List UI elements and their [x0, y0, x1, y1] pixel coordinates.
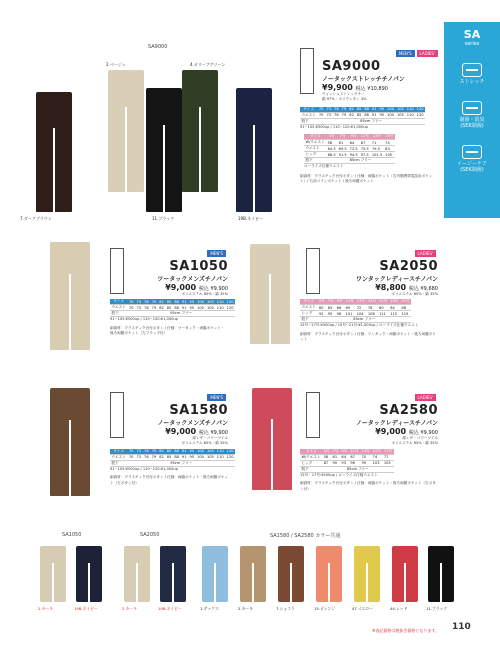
- sa9000-tax: 税込 ¥10,890: [355, 86, 388, 92]
- sa9000-photo-header: SA9000: [148, 44, 168, 50]
- pants-beige: [108, 70, 144, 192]
- color-swatch: [392, 546, 418, 602]
- color-swatch: [278, 546, 304, 602]
- sa9000-ladies-note: ローライズ仕様ウエスト: [304, 164, 344, 169]
- sa2050-size-table: サイズ 5号 7号 9号 11号 13号 15号 17号 19号 21号 ウエスト 60 63 66 69 72 76 80 84 88 ヒップ 92 95 98 101 104 108 111 115 119 股下 85cm フリー: [301, 299, 410, 322]
- colors-header-sa2050: SA2050: [140, 532, 160, 538]
- sa2050-code: SA2050: [379, 259, 438, 274]
- sa2580-price: ¥9,000: [375, 427, 407, 436]
- series-tab: [444, 22, 500, 218]
- color-swatch-label: 11.ブラック: [426, 606, 448, 611]
- pants-navy: [236, 88, 272, 212]
- caption-olive: 4.オリーブグリーン: [190, 62, 226, 67]
- sa9000-price: [322, 83, 440, 92]
- series-label: series: [464, 41, 480, 47]
- color-swatch: [428, 546, 454, 602]
- sa1050-note: 91~105:¥500up / 110~120:¥1,000up: [110, 317, 178, 322]
- sa1580-fabric-name: 薄レザ・パワーツイル: [192, 436, 228, 440]
- sa2050-price: ¥8,800: [375, 283, 407, 292]
- sa1050-spec: 副資材：プラスチック台付ボタン / 仕様：ツータック・両脇ポケット・後ろ両腰ポケット（左フラップ付）: [110, 325, 225, 336]
- sa1050-pants-photo: [50, 242, 90, 350]
- sa2050-tax: 税込 ¥9,680: [408, 286, 438, 292]
- sa1580-name: ノータックメンズチノパン: [157, 420, 228, 427]
- sa9000-note: 91~105:¥500up / 110~120:¥1,000up: [300, 124, 368, 129]
- color-swatch: [40, 546, 66, 602]
- sa9000-name: ノータックストレッチチノパン: [322, 76, 405, 83]
- color-swatch-label: 7.ショコラ: [276, 606, 295, 611]
- sa9000-mens-size-table: サイズ 70 73 76 79 82 85 88 91 95 100 105 110 120 ウエスト 70 73 76 79 82 85 88 91 95 100 105 110 120 股下 85cm フリー: [301, 106, 424, 123]
- sa2580-code: SA2580: [379, 403, 438, 418]
- sa2050-pants-photo: [250, 244, 290, 344]
- sa1580-spec: 副資材：プラスチック台付ボタン / 仕様：両脇ポケット・後ろ両腰ポケット（左ボタン付）: [110, 475, 228, 485]
- color-swatch-label: 19B.ネイビー: [74, 606, 98, 611]
- sa9000-fabric: ウォッシュストレッチチノ: [322, 92, 365, 96]
- sa9000-info: [300, 40, 440, 184]
- sa2050-name: ワンタックレディースチノパン: [356, 276, 438, 283]
- sa1050-code: SA1050: [169, 259, 228, 274]
- series-code: SA: [463, 28, 481, 41]
- color-swatch-label: 2.カーキ: [238, 606, 254, 611]
- sa2050-flat-drawing: [306, 248, 320, 294]
- color-swatch-label: 2.カーキ: [38, 606, 54, 611]
- sa1580-info: MEN'S SA1580 ノータックメンズチノパン ¥9,000 税込 ¥9,900 薄レザ・パワーツイル ポリエステル 65%・綿 35% サイズ 70 73 76 79 82 85 88 91 95 100 105 110 120 ウエスト 70 73 76 79 82 85 88 91 95 100 105 110 120 股下 95cm フリー 91~105:¥500up / 110~120:¥1,000up 副資材：プラスチック台付ボタン / 仕様：両脇ポケット・後ろ両腰ポケット（左ボタン付）: [110, 384, 228, 486]
- caption-darkbrown: 7.ダークブラウン: [20, 216, 52, 221]
- sa1050-flat-drawing: [110, 248, 124, 294]
- sa2580-note: 15号・17号:¥500up / ローライズ仕様ウエスト: [300, 472, 378, 477]
- sa1580-tax: 税込 ¥9,900: [198, 430, 228, 436]
- sa1050-tax: 税込 ¥9,900: [198, 286, 228, 292]
- color-swatch-label: 2.カーキ: [122, 606, 138, 611]
- sa2580-pants-photo: [252, 388, 292, 490]
- color-swatch: [240, 546, 266, 602]
- colors-header-sa1050: SA1050: [62, 532, 82, 538]
- sa9000-code: SA9000: [322, 59, 381, 74]
- sa1050-fabric: ポリエステル 65%・綿 35%: [181, 292, 228, 296]
- sa2050-info: LADIES' SA2050 ワンタックレディースチノパン ¥8,800 税込 ¥9,680 ポリエステル 65%・綿 35% サイズ 5号 7号 9号 11号 13号 15号 17号 19号 21号 ウエスト 60 63 66 69 72 76 80 84 88 ヒップ 92 95 98 101 104 108 111 115 119 股下 85cm フリー 15号~17号:¥500up / 19号~21号:¥1,000up / ローライズ仕様ウエスト 副資材：プラスチック台付ボタン / 仕様：ワンタック・両脇ポケット・後ろ両腰ポケット: [300, 240, 438, 343]
- sa2580-fabric-name: 薄レザ・パワーツイル: [402, 436, 438, 440]
- footer-note: ※表記価格は税抜き価格となります。: [372, 628, 440, 633]
- sa2580-name: ノータックレディースチノパン: [355, 420, 438, 427]
- pants-darkbrown: [36, 92, 72, 212]
- color-swatch-label: 44.レッド: [390, 606, 408, 611]
- sa1580-pants-photo: [50, 388, 90, 496]
- sa9000-fabric-composition: 綿 97%・ポリウレタン 3%: [322, 97, 367, 102]
- color-swatch: [316, 546, 342, 602]
- antibacterial-icon: [462, 101, 482, 115]
- caption-beige: 2.ベージュ: [106, 62, 126, 67]
- colors-header-common: SA1580 / SA2580 カラー共通: [270, 533, 341, 539]
- color-swatch-label: 47.イエロー: [352, 606, 374, 611]
- feature-easycare: イージーケア: [457, 161, 487, 167]
- color-swatch: [202, 546, 228, 602]
- feature-stretch: ストレッチ: [459, 79, 485, 85]
- sa2050-fabric: ポリエステル 65%・綿 35%: [391, 292, 438, 296]
- sa1580-size-table: サイズ 70 73 76 79 82 85 88 91 95 100 105 110 120 ウエスト 70 73 76 79 82 85 88 91 95 100 105 110 120 股下 95cm フリー: [111, 448, 234, 465]
- page-number: 110: [452, 622, 471, 632]
- feature-antibacterial: 制菌・消臭: [459, 117, 485, 123]
- sa2580-flat-drawing: [306, 392, 320, 438]
- feature-easycare-sub: (SEK制菌): [460, 167, 484, 173]
- pants-black: [146, 88, 182, 212]
- sa9000-price-value: ¥9,900: [322, 83, 353, 92]
- sa2050-note: 15号~17号:¥500up / 19号~21号:¥1,000up / ローライズ仕様ウエスト: [300, 323, 419, 328]
- sa9000-ladies-size-table: サイズ 5号 7号 9号 11号 13号 15号 W/ウエスト 58 61 64 67 71 74 ウエスト 64.5 69.5 72.5 75.5 79.5 83 ヒップ 88.5 91.5 94.5 97.5 101.5 105 股下 85cm フリー: [305, 134, 394, 163]
- color-swatch-label: 19B.ネイビー: [158, 606, 182, 611]
- mens-tag: MEN'S: [396, 50, 415, 57]
- sa1050-info: MEN'S SA1050 ツータックメンズチノパン ¥9,000 税込 ¥9,900 ポリエステル 65%・綿 35% サイズ 70 73 76 79 82 85 88 91 95 100 105 110 120 ウエスト 70 73 76 79 82 85 88 91 95 100 105 110 120 股下 95cm フリー 91~105:¥500up / 110~120:¥1,000up 副資材：プラスチック台付ボタン / 仕様：ツータック・両脇ポケット・後ろ両腰ポケット（左フラップ付）: [110, 240, 228, 337]
- sa2580-fabric: ポリエステル 65%・綿 35%: [391, 441, 438, 446]
- sa1580-code: SA1580: [169, 403, 228, 418]
- easycare-icon: [462, 145, 482, 159]
- sa1580-note: 91~105:¥500up / 110~120:¥1,000up: [110, 466, 178, 471]
- sa1050-price: ¥9,000: [165, 283, 197, 292]
- ladies-tag: LADIES': [417, 50, 438, 57]
- sa9000-spec: 副資材：プラスチック台付ボタン / 仕様：両脇ポケット（右内側携帯電話用ポケット）/ 右前コインポケット / 後ろ両腰ポケット: [300, 173, 433, 183]
- sa1580-price: ¥9,000: [165, 427, 197, 436]
- color-swatch: [160, 546, 186, 602]
- color-swatch: [76, 546, 102, 602]
- feature-antibacterial-sub: (SEK制菌): [460, 123, 484, 129]
- sa2580-size-table: サイズ 5号 7号 9号 11号 13号 15号 17号 W/ウエスト 58 61 64 67 70 74 77 ヒップ 87 90 93 96 99 103 105 股下 85cm フリー: [301, 448, 392, 471]
- sa2580-tax: 税込 ¥9,900: [408, 430, 438, 436]
- sa2580-info: LADIES' SA2580 ノータックレディースチノパン ¥9,000 税込 ¥9,900 薄レザ・パワーツイル ポリエステル 65%・綿 35% サイズ 5号 7号 9号 11号 13号 15号 17号 W/ウエスト 58 61 64 67 70 74 77 ヒップ 87 90 93 96 99 103 105 股下 85cm フリー 15号・17号:¥500up / ローライズ仕様ウエスト 副資材：プラスチック台付ボタン / 仕様：両脇ポケット・後ろ両腰ポケット（左ボタン付）: [300, 384, 438, 492]
- color-swatch-label: 1.サックス: [200, 606, 219, 611]
- sa1580-flat-drawing: [110, 392, 124, 438]
- color-swatch-label: 15.オレンジ: [314, 606, 336, 611]
- pants-olive: [182, 70, 218, 192]
- sa1580-fabric: ポリエステル 65%・綿 35%: [181, 441, 228, 446]
- sa1050-size-table: サイズ 70 73 76 79 82 85 88 91 95 100 105 110 120 ウエスト 70 73 76 79 82 85 88 91 95 100 105 110 120 股下 95cm フリー: [111, 299, 234, 316]
- sa2050-spec: 副資材：プラスチック台付ボタン / 仕様：ワンタック・両脇ポケット・後ろ両腰ポケット: [300, 331, 436, 342]
- color-swatch: [354, 546, 380, 602]
- sa1050-name: ツータックメンズチノパン: [157, 276, 228, 283]
- color-swatch: [124, 546, 150, 602]
- caption-navy: 19B.ネイビー: [238, 216, 263, 221]
- caption-black: 11.ブラック: [152, 216, 175, 221]
- stretch-icon: [462, 63, 482, 77]
- sa9000-flat-drawing: [300, 48, 314, 94]
- sa2580-spec: 副資材：プラスチック台付ボタン / 仕様：両脇ポケット・後ろ両腰ポケット（左ボタン付）: [300, 481, 436, 491]
